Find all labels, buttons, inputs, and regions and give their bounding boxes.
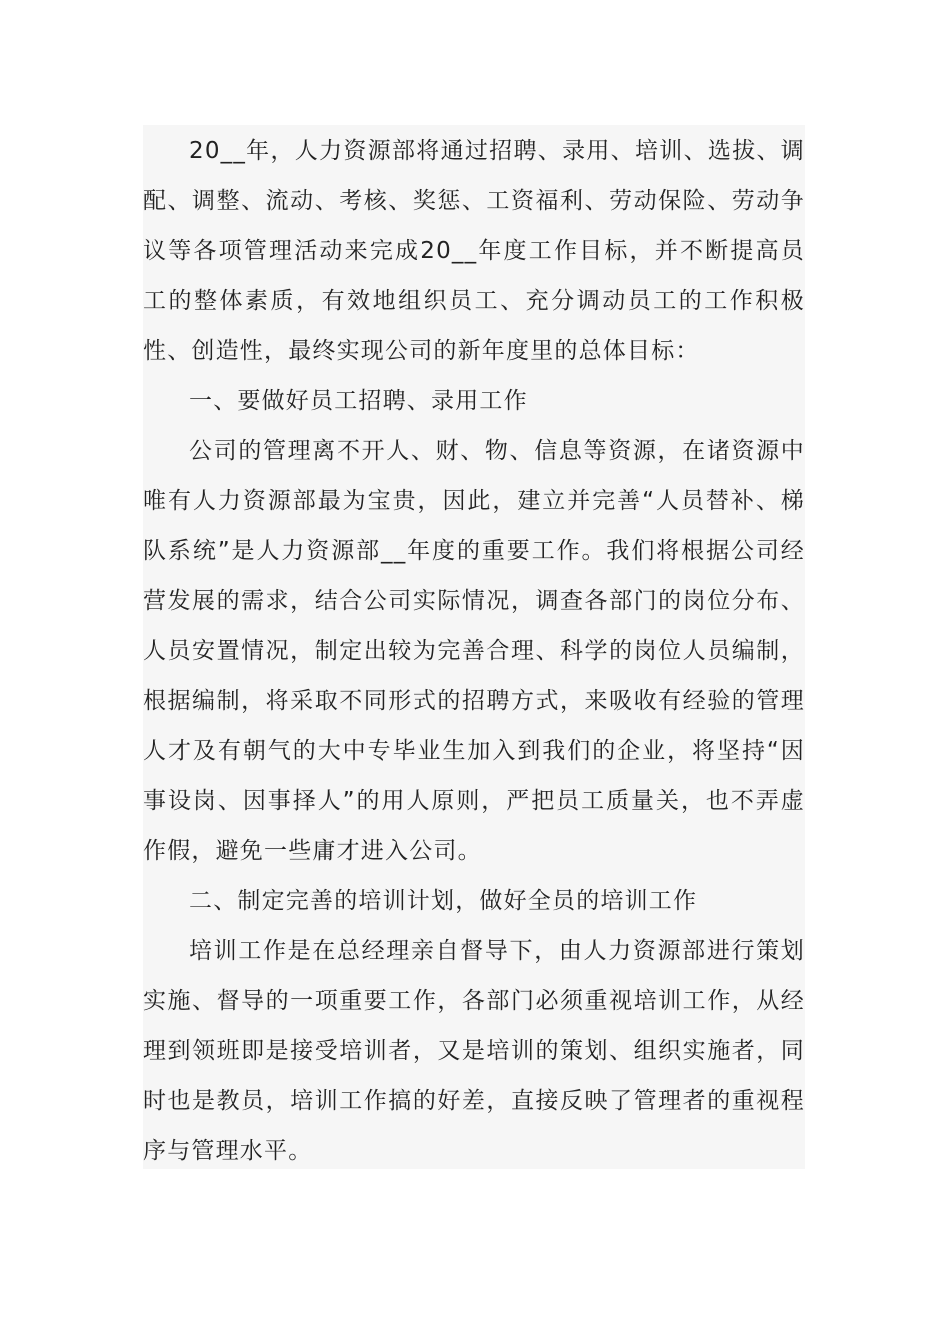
section-heading-recruitment: 一、要做好员工招聘、录用工作	[189, 388, 528, 414]
training-paragraph: 培训工作是在总经理亲自督导下，由人力资源部进行策划实施、督导的一项重要工作，各部门必须重视培训工作，从经理到领班即是接受培训者，又是培训的策划、组织实施者，同时也是教员，培训工作搞的好差，直接反映了管理者的重视程序与管理水平。	[143, 938, 805, 1164]
intro-paragraph: 20__年，人力资源部将通过招聘、录用、培训、选拔、调配、调整、流动、考核、奖惩、工资福利、劳动保险、劳动争议等各项管理活动来完成20__年度工作目标，并不断提高员工的整体素质，有效地组织员工、充分调动员工的工作积极性、创造性，最终实现公司的新年度里的总体目标：	[143, 138, 805, 364]
section-heading-training: 二、制定完善的培训计划，做好全员的培训工作	[189, 888, 698, 914]
recruitment-paragraph: 公司的管理离不开人、财、物、信息等资源，在诸资源中唯有人力资源部最为宝贵，因此，建立并完善“人员替补、梯队系统”是人力资源部__年度的重要工作。我们将根据公司经营发展的需求，结合公司实际情况，调查各部门的岗位分布、人员安置情况，制定出较为完善合理、科学的岗位人员编制，根据编制，将采取不同形式的招聘方式，来吸收有经验的管理人才及有朝气的大中专毕业生加入到我们的企业，将坚持“因事设岗、因事择人”的用人原则，严把员工质量关，也不弄虚作假，避免一些庸才进入公司。	[143, 438, 805, 864]
text-block	[143, 125, 805, 1169]
